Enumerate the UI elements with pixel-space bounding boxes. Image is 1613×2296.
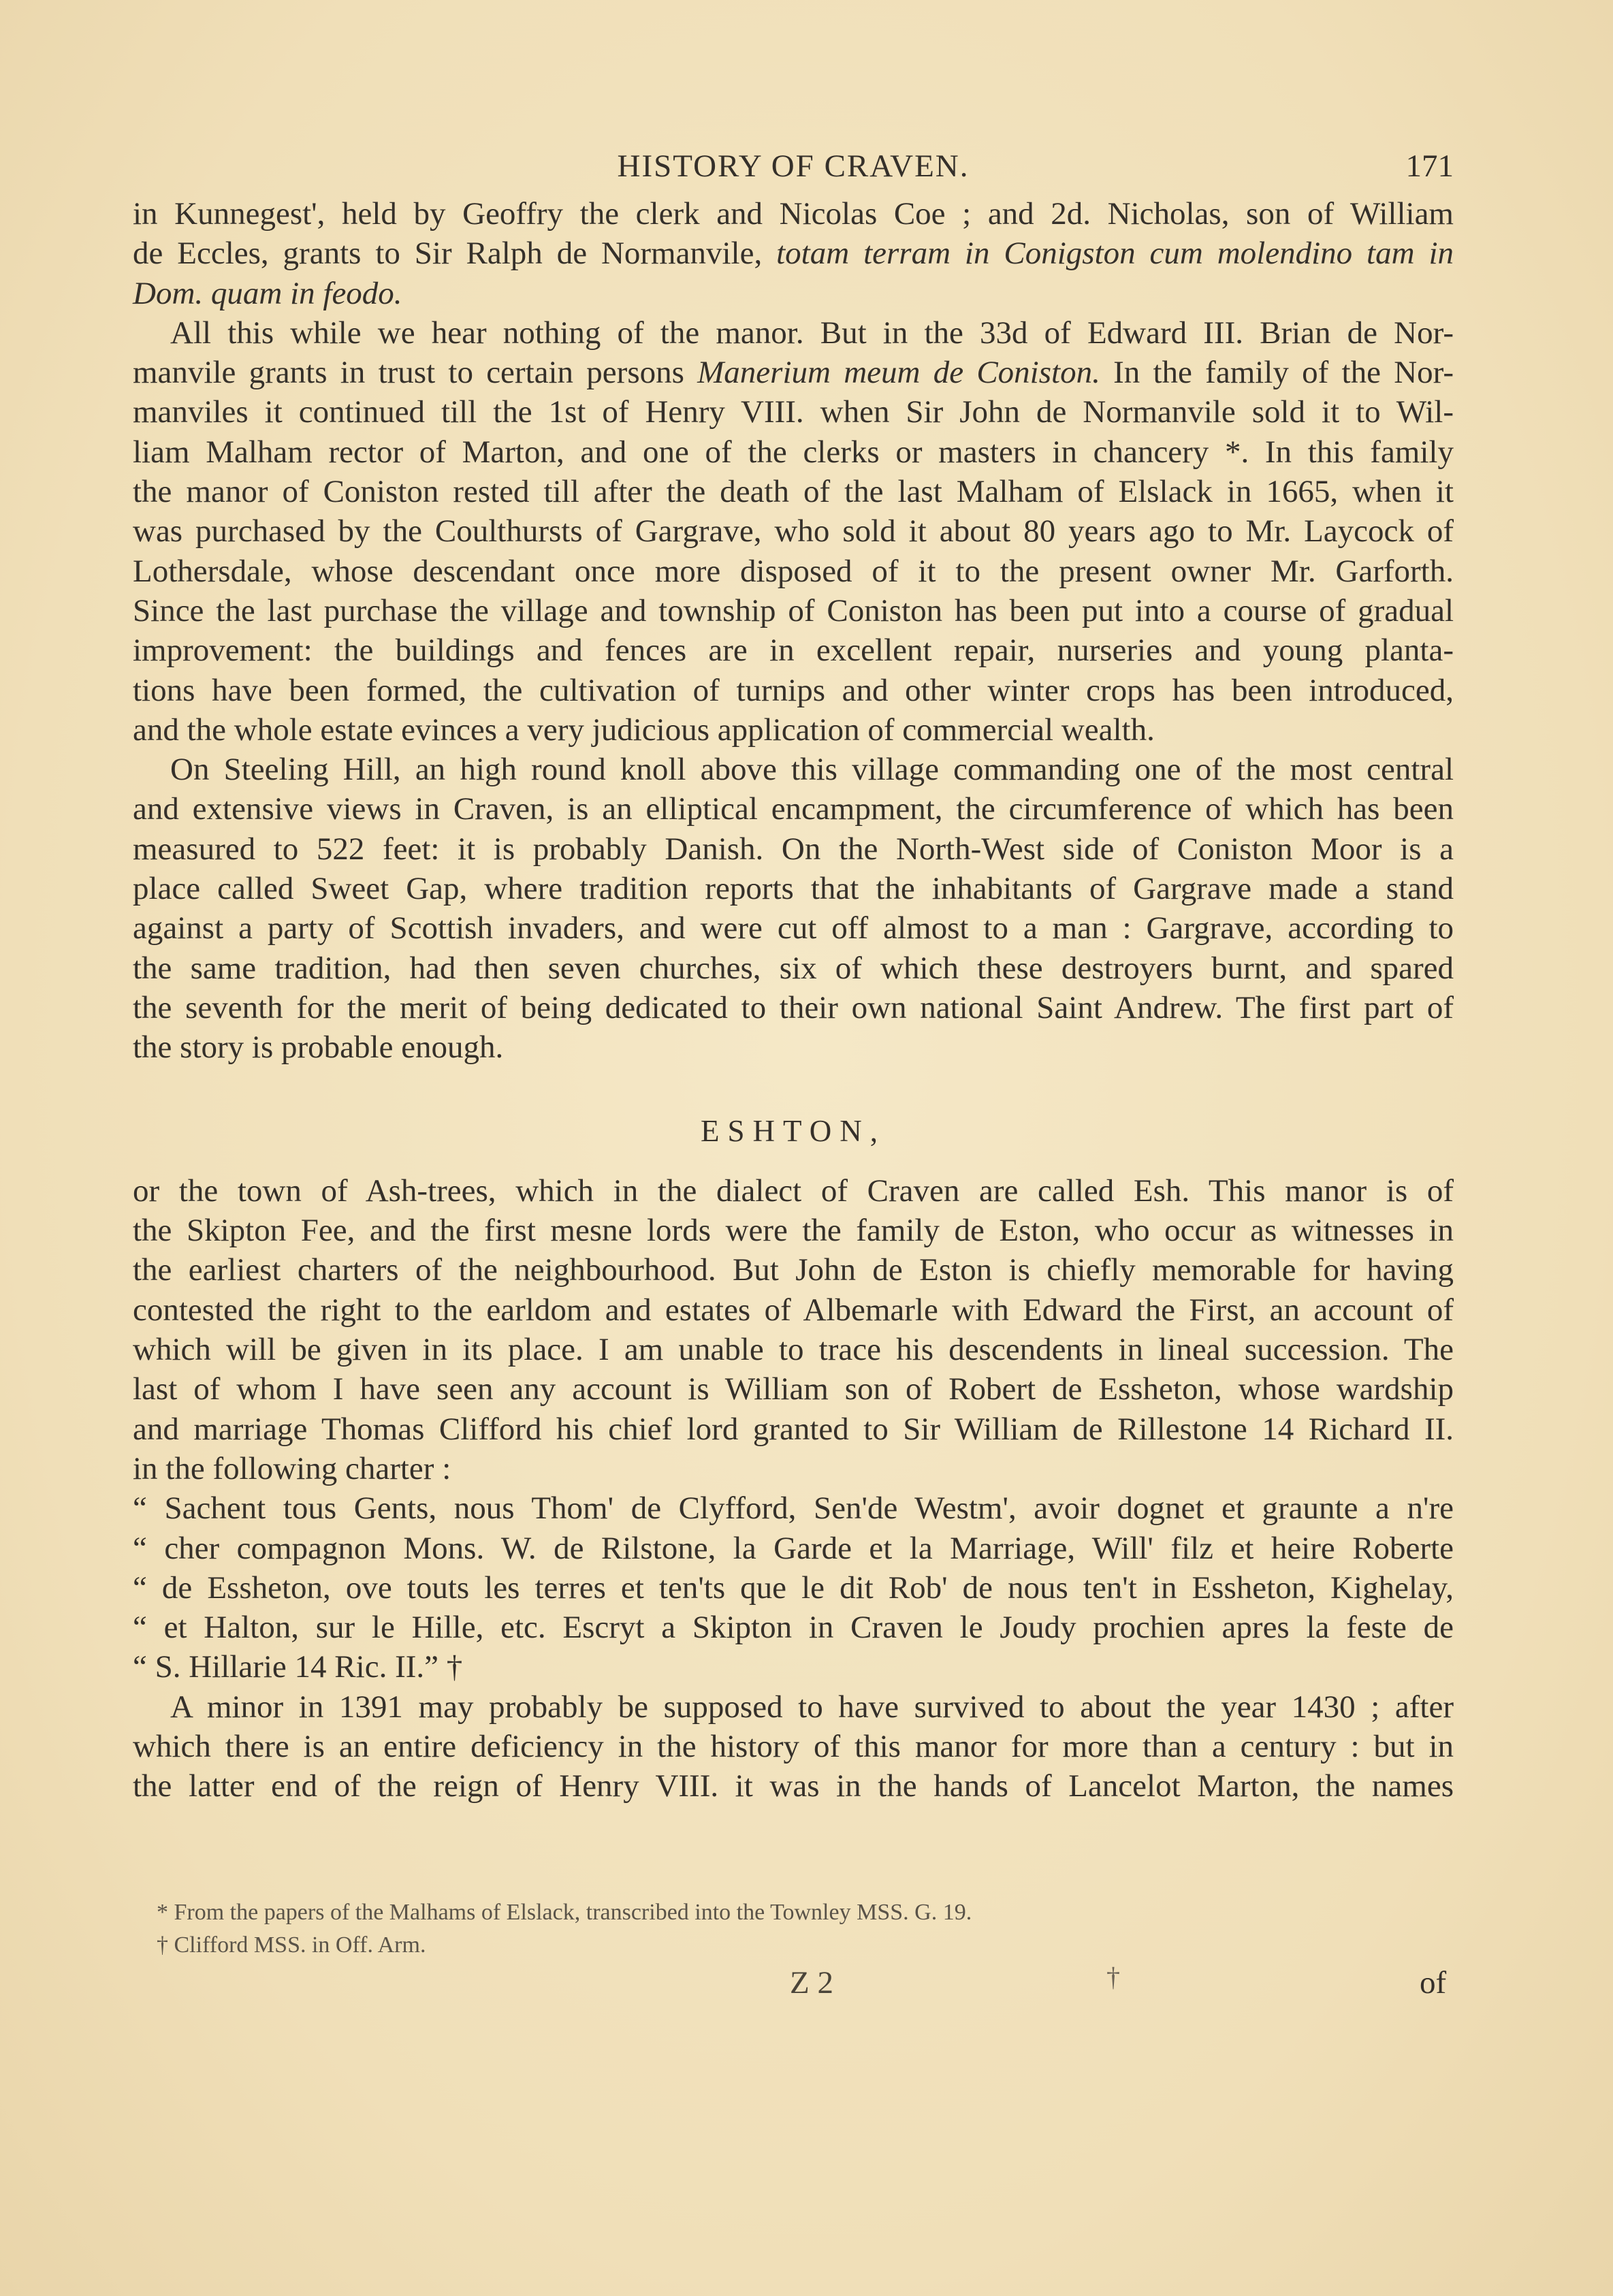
charter-line-1: “ Sachent tous Gents, nous Thom' de Clyfford, Sen'de Westm', avoir dognet et graunte a n're bbox=[133, 1490, 1454, 1527]
paragraph-3-line-4: place called Sweet Gap, where tradition reports that the inhabitants of Gargrave made a stand bbox=[133, 871, 1454, 907]
paragraph-2-line-8: Since the last purchase the village and township of Coniston has been put into a course of gradual bbox=[133, 592, 1454, 628]
paragraph-3-line-1: On Steeling Hill, an high round knoll above this village commanding one of the most central bbox=[170, 752, 1454, 788]
footnote-2: † Clifford MSS. in Off. Arm. bbox=[157, 1932, 426, 1958]
charter-line-2: “ cher compagnon Mons. W. de Rilstone, la Garde et la Marriage, Will' filz et heire Roberte bbox=[133, 1530, 1454, 1566]
paragraph-2-line-5: the manor of Coniston rested till after the death of the last Malham of Elslack in 1665, when it bbox=[133, 474, 1454, 510]
paragraph-2-line-10: tions have been formed, the cultivation of turnips and other winter crops has been introduced, bbox=[133, 672, 1454, 708]
paragraph-3-line-6: the same tradition, had then seven churches, six of which these destroyers burnt, and spared bbox=[133, 950, 1454, 986]
footnote-1: * From the papers of the Malhams of Elslack, transcribed into the Townley MSS. G. 19. bbox=[157, 1900, 972, 1925]
paragraph-2-line-6: was purchased by the Coulthursts of Gargrave, who sold it about 80 years ago to Mr. Laycock of bbox=[133, 513, 1454, 549]
eshton-line-8: in the following charter : bbox=[133, 1450, 451, 1486]
running-head: HISTORY OF CRAVEN. bbox=[617, 148, 970, 184]
paragraph-2-line-3: manviles it continued till the 1st of Henry VIII. when Sir John de Normanvile sold it to Wil- bbox=[133, 394, 1454, 430]
paragraph-2-line-4: liam Malham rector of Marton, and one of the clerks or masters in chancery *. In this family bbox=[133, 434, 1454, 470]
body-text bbox=[133, 194, 1454, 1806]
charter-quote bbox=[133, 1488, 1454, 1687]
eshton-line-2: the Skipton Fee, and the first mesne lords were the family de Eston, who occur as witnesses in bbox=[133, 1213, 1454, 1249]
paragraph-3-line-3: measured to 522 feet: it is probably Danish. On the North-West side of Coniston Moor is a bbox=[133, 831, 1454, 867]
final-line-2: which there is an entire deficiency in the history of this manor for more than a century : but in bbox=[133, 1728, 1454, 1764]
final-line-1: A minor in 1391 may probably be supposed to have survived to about the year 1430 ; after bbox=[170, 1689, 1454, 1725]
stray-dagger-mark: † bbox=[1106, 1962, 1120, 1992]
final-line-3: the latter end of the reign of Henry VIII. it was in the hands of Lancelot Marton, the names bbox=[133, 1768, 1454, 1804]
paragraph-2-line-7: Lothersdale, whose descendant once more disposed of it to the present owner Mr. Garforth. bbox=[133, 553, 1454, 589]
signature-mark: Z 2 bbox=[790, 1965, 833, 2000]
eshton-line-1: or the town of Ash-trees, which in the dialect of Craven are called Esh. This manor is of bbox=[133, 1173, 1454, 1209]
paragraph-3-line-8: the story is probable enough. bbox=[133, 1030, 504, 1066]
paragraph-2-line-9: improvement: the buildings and fences are in excellent repair, nurseries and young planta- bbox=[133, 633, 1454, 669]
charter-line-3: “ de Essheton, ove touts les terres et ten'ts que le dit Rob' de nous ten't in Essheton, Kighelay, bbox=[133, 1569, 1454, 1606]
paragraph-3-line-5: against a party of Scottish invaders, and were cut off almost to a man : Gargrave, according to bbox=[133, 910, 1454, 946]
charter-line-4: “ et Halton, sur le Hille, etc. Escryt a Skipton in Craven le Joudy prochien apres la feste de bbox=[133, 1610, 1454, 1646]
eshton-line-4: contested the right to the earldom and estates of Albemarle with Edward the First, an account of bbox=[133, 1292, 1454, 1328]
paragraph-2-line-11: and the whole estate evinces a very judicious application of commercial wealth. bbox=[133, 712, 1155, 748]
eshton-line-3: the earliest charters of the neighbourhood. But John de Eston is chiefly memorable for having bbox=[133, 1252, 1454, 1288]
section-heading-eshton: ESHTON, bbox=[701, 1113, 886, 1148]
paragraph-3-line-2: and extensive views in Craven, is an elliptical encampment, the circumference of which has been bbox=[133, 791, 1454, 827]
eshton-line-7: and marriage Thomas Clifford his chief lord granted to Sir William de Rillestone 14 Richard II. bbox=[133, 1411, 1454, 1447]
page-header bbox=[133, 140, 1454, 187]
eshton-line-5: which will be given in its place. I am unable to trace his descendents in lineal succession. The bbox=[133, 1332, 1454, 1368]
charter-line-5: “ S. Hillarie 14 Ric. II.” † bbox=[133, 1649, 463, 1685]
footnotes bbox=[157, 1896, 1450, 1962]
catchword: of bbox=[1420, 1965, 1447, 2000]
paragraph-1-line-3: Dom. quam in feodo. bbox=[133, 275, 402, 311]
paragraph-1-line-2: de Eccles, grants to Sir Ralph de Normanvile, totam terram in Conigston cum molendino tam in bbox=[133, 236, 1454, 272]
eshton-line-6: last of whom I have seen any account is William son of Robert de Essheton, whose wardship bbox=[133, 1371, 1454, 1407]
paragraph-3-line-7: the seventh for the merit of being dedicated to their own national Saint Andrew. The first part of bbox=[133, 989, 1454, 1025]
paragraph-2-line-2: manvile grants in trust to certain persons Manerium meum de Coniston. In the family of the Nor- bbox=[133, 355, 1454, 391]
page-number: 171 bbox=[1405, 148, 1454, 184]
paragraph-1-line-1: in Kunnegest', held by Geoffry the clerk and Nicolas Coe ; and 2d. Nicholas, son of William bbox=[133, 196, 1454, 232]
paragraph-2-line-1: All this while we hear nothing of the manor. But in the 33d of Edward III. Brian de Nor- bbox=[170, 315, 1454, 351]
